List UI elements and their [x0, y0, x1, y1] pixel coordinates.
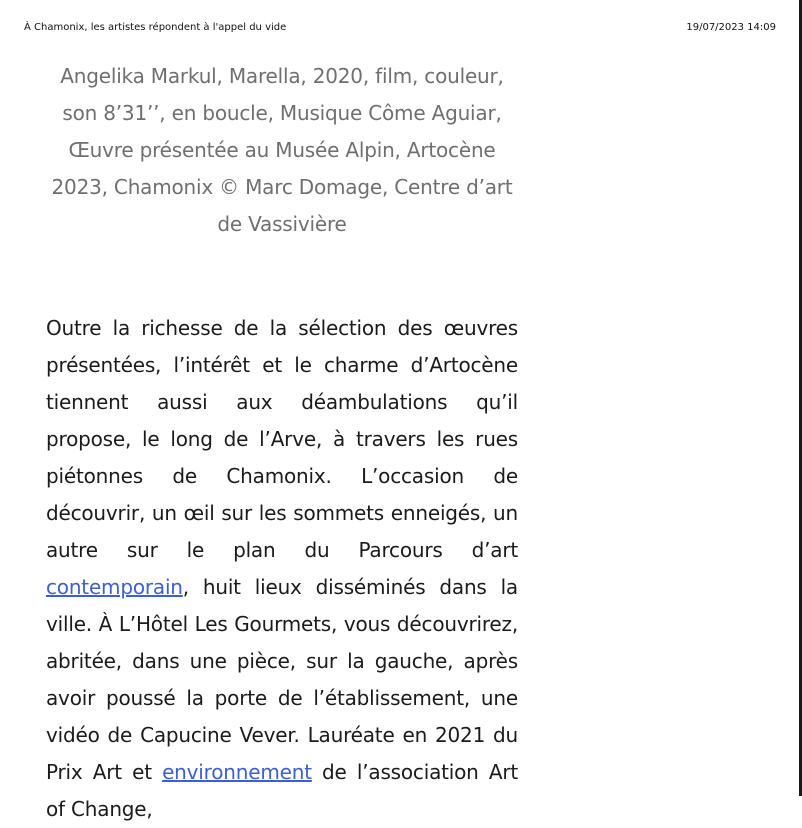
- article-paragraph: [46, 310, 518, 828]
- link-environnement[interactable]: environnement: [162, 760, 312, 784]
- image-caption: Angelika Markul, Marella, 2020, film, couleur, son 8’31’’, en boucle, Musique Côme Aguiar, Œuvre présentée au Musée Alpin, Artocène 2023, Chamonix © Marc Domage, Centre d’art de Vassivière: [51, 64, 513, 236]
- paragraph-text-part-3: de l’association Art of Change,: [46, 760, 519, 821]
- header-title: À Chamonix, les artistes répondent à l'appel du vide: [24, 22, 287, 33]
- page-header: [24, 22, 776, 36]
- paragraph-text-part-2: , huit lieux disséminés dans la ville. À L’Hôtel Les Gourmets, vous découvrirez, abritée, dans une pièce, sur la gauche, après avoir poussé la porte de l’établissement, une vidéo de Capucine Vever. Lauréate en 2021 du Prix Art et: [46, 575, 518, 784]
- header-datetime: 19/07/2023 14:09: [686, 22, 776, 33]
- paragraph-text-part-1: Outre la richesse de la sélection des œuvres présentées, l’intérêt et le charme d’Artocène tiennent aussi aux déambulations qu’il propose, le long de l’Arve, à travers les rues piétonnes de Chamonix. L’occasion de découvrir, un œil sur les sommets enneigés, un autre sur le plan du Parcours d’art: [46, 316, 518, 562]
- link-contemporain[interactable]: contemporain: [46, 575, 183, 599]
